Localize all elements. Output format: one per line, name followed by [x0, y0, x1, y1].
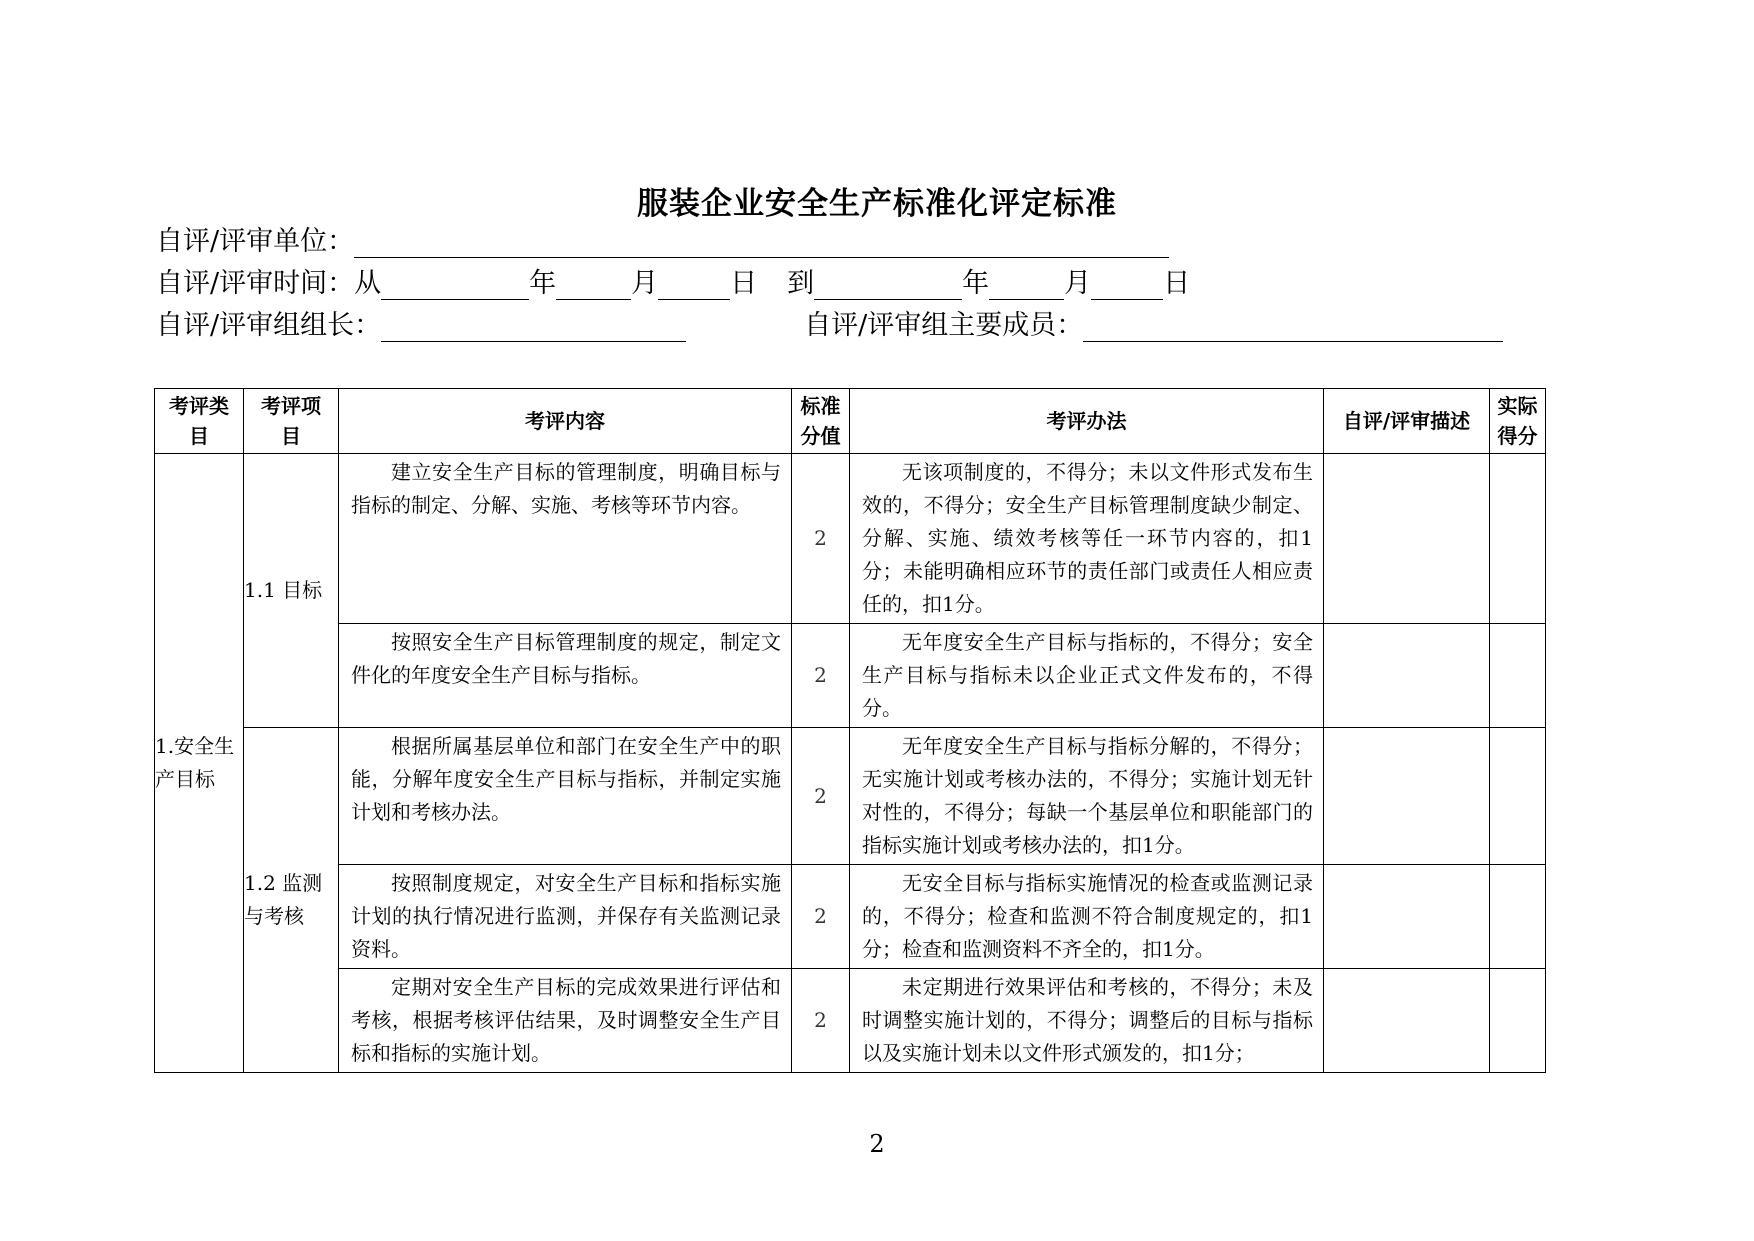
content-cell — [339, 865, 792, 969]
table-row — [155, 728, 1546, 865]
content-text: 定期对安全生产目标的完成效果进行评估和考核，根据考核评估结果，及时调整安全生产目标和指标的实施计划。 — [351, 975, 781, 1065]
description-cell[interactable] — [1324, 969, 1490, 1073]
form-team-line — [156, 306, 1503, 346]
to-year-field[interactable] — [814, 269, 962, 300]
from-month-field[interactable] — [556, 269, 631, 300]
day-label: 日 — [730, 268, 758, 299]
method-text: 未定期进行效果评估和考核的，不得分；未及时调整实施计划的，不得分；调整后的目标与指标以及实施计划未以文件形式颁发的，扣1分； — [862, 975, 1313, 1065]
content-cell — [339, 454, 792, 624]
content-cell — [339, 969, 792, 1073]
month-label: 月 — [631, 268, 659, 299]
to-month-field[interactable] — [989, 269, 1064, 300]
unit-label: 自评/评审单位： — [156, 226, 355, 257]
content-cell — [339, 624, 792, 728]
from-year-field[interactable] — [381, 269, 529, 300]
header-method: 考评办法 — [850, 389, 1324, 454]
score-cell: 2 — [792, 454, 850, 624]
category-cell: 1.安全生产目标 — [155, 454, 244, 1073]
description-cell[interactable] — [1324, 624, 1490, 728]
members-label: 自评/评审组主要成员： — [804, 310, 1084, 341]
header-score: 标准分值 — [792, 389, 850, 454]
method-text: 无年度安全生产目标与指标的，不得分；安全生产目标与指标未以企业正式文件发布的，不得分。 — [862, 630, 1313, 720]
description-cell[interactable] — [1324, 865, 1490, 969]
content-text: 按照安全生产目标管理制度的规定，制定文件化的年度安全生产目标与指标。 — [351, 630, 781, 687]
actual-score-cell[interactable] — [1490, 454, 1546, 624]
leader-label: 自评/评审组组长： — [156, 310, 382, 341]
method-cell — [850, 969, 1324, 1073]
item-cell-1-1: 1.1 目标 — [244, 454, 339, 728]
month-label-2: 月 — [1064, 268, 1092, 299]
item-cell-1-2: 1.2 监测与考核 — [244, 728, 339, 1073]
content-cell — [339, 728, 792, 865]
to-label: 到 — [787, 268, 815, 299]
method-cell — [850, 728, 1324, 865]
table-row — [155, 969, 1546, 1073]
method-text: 无安全目标与指标实施情况的检查或监测记录的，不得分；检查和监测不符合制度规定的，扣1分；检查和监测资料不齐全的，扣1分。 — [862, 871, 1313, 961]
header-content: 考评内容 — [339, 389, 792, 454]
score-cell: 2 — [792, 728, 850, 865]
year-label: 年 — [529, 268, 557, 299]
from-day-field[interactable] — [658, 269, 730, 300]
description-cell[interactable] — [1324, 728, 1490, 865]
evaluation-table — [154, 388, 1546, 1073]
method-text: 无该项制度的，不得分；未以文件形式发布生效的，不得分；安全生产目标管理制度缺少制定、分解、实施、绩效考核等任一环节内容的，扣1分；未能明确相应环节的责任部门或责任人相应责任的，扣1分。 — [862, 460, 1313, 616]
day-label-2: 日 — [1163, 268, 1191, 299]
form-unit-line — [156, 222, 1169, 262]
year-label-2: 年 — [962, 268, 990, 299]
actual-score-cell[interactable] — [1490, 624, 1546, 728]
actual-score-cell[interactable] — [1490, 865, 1546, 969]
header-row — [155, 389, 1546, 454]
actual-score-cell[interactable] — [1490, 969, 1546, 1073]
score-cell: 2 — [792, 969, 850, 1073]
leader-field[interactable] — [381, 311, 686, 342]
method-cell — [850, 865, 1324, 969]
method-cell — [850, 454, 1324, 624]
time-label: 自评/评审时间：从 — [156, 268, 382, 299]
to-day-field[interactable] — [1091, 269, 1163, 300]
actual-score-cell[interactable] — [1490, 728, 1546, 865]
header-item: 考评项目 — [244, 389, 339, 454]
content-text: 建立安全生产目标的管理制度，明确目标与指标的制定、分解、实施、考核等环节内容。 — [351, 460, 781, 517]
score-cell: 2 — [792, 865, 850, 969]
table-row — [155, 454, 1546, 624]
page-number: 2 — [869, 1130, 885, 1158]
score-cell: 2 — [792, 624, 850, 728]
header-category: 考评类目 — [155, 389, 244, 454]
method-text: 无年度安全生产目标与指标分解的，不得分；无实施计划或考核办法的，不得分；实施计划无针对性的，不得分；每缺一个基层单位和职能部门的指标实施计划或考核办法的，扣1分。 — [862, 734, 1313, 857]
form-time-line — [156, 264, 1190, 304]
method-cell — [850, 624, 1324, 728]
content-text: 按照制度规定，对安全生产目标和指标实施计划的执行情况进行监测，并保存有关监测记录资料。 — [351, 871, 781, 961]
header-description: 自评/评审描述 — [1324, 389, 1490, 454]
content-text: 根据所属基层单位和部门在安全生产中的职能，分解年度安全生产目标与指标，并制定实施计划和考核办法。 — [351, 734, 781, 824]
table-row — [155, 865, 1546, 969]
description-cell[interactable] — [1324, 454, 1490, 624]
unit-field[interactable] — [354, 227, 1169, 258]
document-title: 服装企业安全生产标准化评定标准 — [637, 186, 1117, 222]
header-actual: 实际得分 — [1490, 389, 1546, 454]
members-field[interactable] — [1083, 311, 1503, 342]
table-row — [155, 624, 1546, 728]
